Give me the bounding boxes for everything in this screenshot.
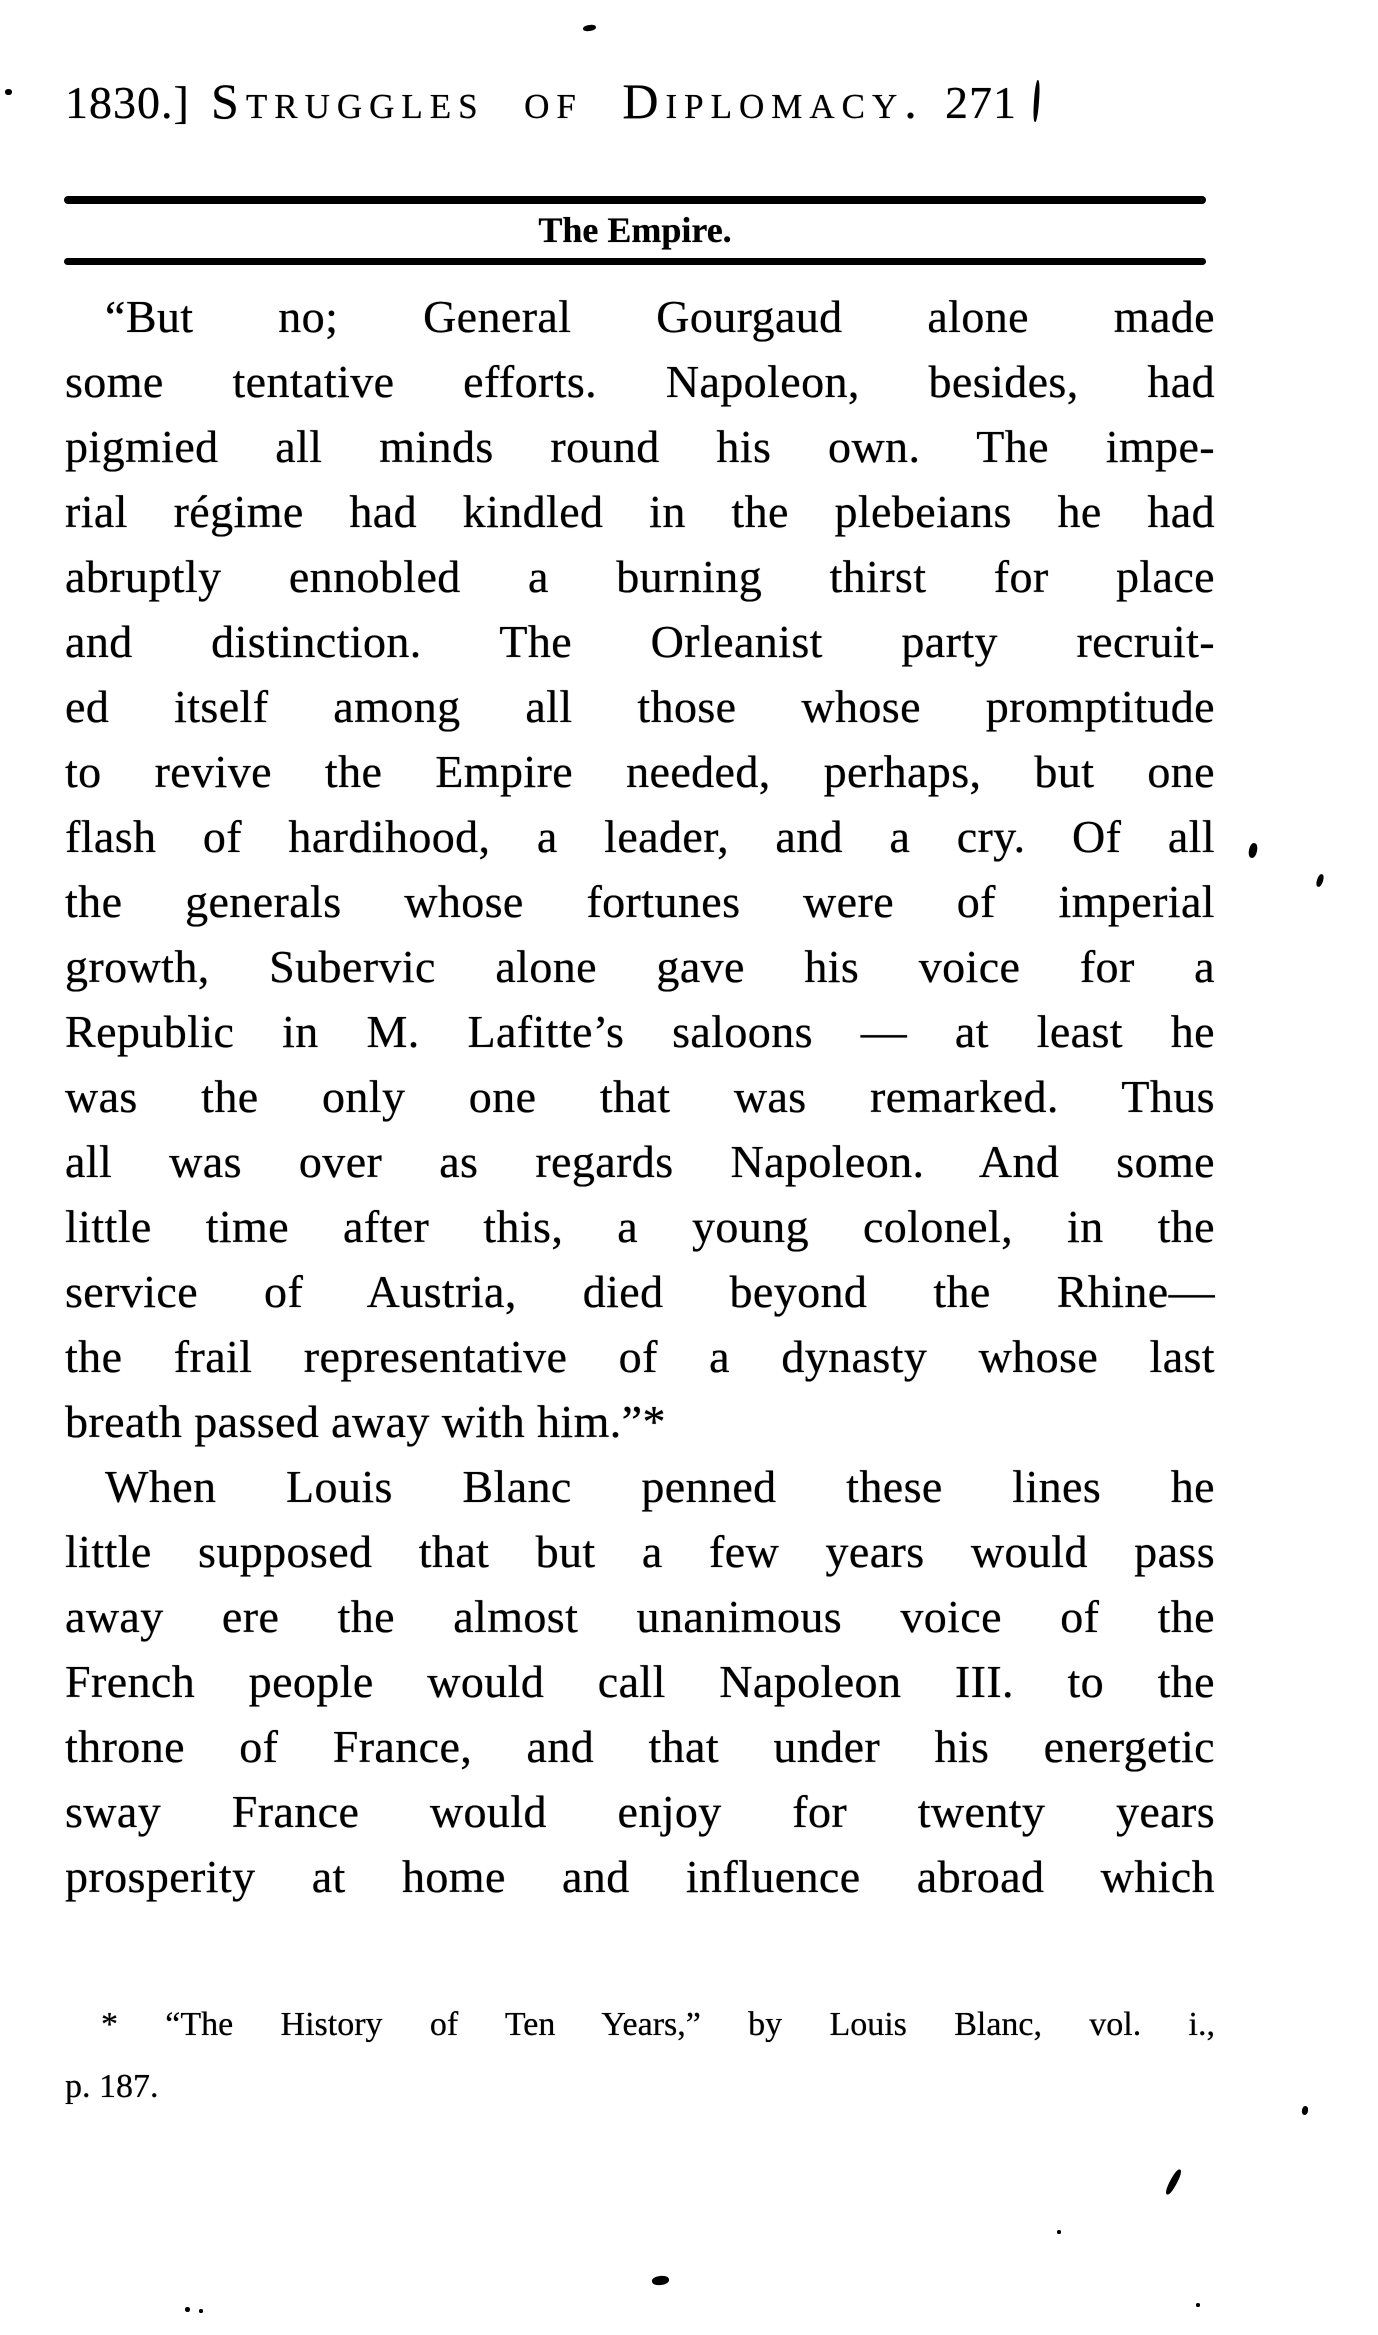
text-line: little supposed that but a few years would pass — [65, 1526, 1215, 1577]
text-line: breath passed away with him.”* — [65, 1396, 666, 1447]
scan-speck — [1315, 873, 1325, 887]
body-text — [65, 284, 1215, 1909]
footnote — [65, 1994, 1215, 2118]
header-year: 1830.] — [65, 77, 190, 128]
scan-speck — [652, 2275, 670, 2286]
text-line: rial régime had kindled in the plebeians he had — [65, 486, 1215, 537]
text-line: to revive the Empire needed, perhaps, but one — [65, 746, 1215, 797]
divider-rule-bottom — [64, 258, 1206, 265]
scan-speck — [1248, 842, 1259, 858]
text-line: pigmied all minds round his own. The impe- — [65, 421, 1215, 472]
text-line: abruptly ennobled a burning thirst for place — [65, 551, 1215, 602]
scan-speck — [185, 2307, 190, 2312]
text-line: growth, Subervic alone gave his voice for a — [65, 941, 1215, 992]
text-line: and distinction. The Orleanist party recruit- — [65, 616, 1215, 667]
scan-speck — [199, 2309, 203, 2313]
scan-speck — [1033, 80, 1041, 122]
text-line: throne of France, and that under his energetic — [65, 1721, 1215, 1772]
text-line: ed itself among all those whose promptitude — [65, 681, 1215, 732]
text-line: service of Austria, died beyond the Rhine— — [65, 1266, 1215, 1317]
text-line: prosperity at home and influence abroad which — [65, 1851, 1215, 1902]
scan-speck — [1196, 2303, 1200, 2307]
text-line: some tentative efforts. Napoleon, besides, had — [65, 356, 1215, 407]
header-title: Struggles of Diplomacy. — [211, 73, 924, 129]
text-line: the frail representative of a dynasty whose last — [65, 1331, 1215, 1382]
text-line: little time after this, a young colonel, in the — [65, 1201, 1215, 1252]
scan-speck — [583, 24, 597, 32]
text-line: was the only one that was remarked. Thus — [65, 1071, 1215, 1122]
scan-speck — [1164, 2168, 1183, 2196]
text-line: the generals whose fortunes were of imperial — [65, 876, 1215, 927]
text-line: all was over as regards Napoleon. And some — [65, 1136, 1215, 1187]
running-header — [65, 72, 1017, 130]
text-line: sway France would enjoy for twenty years — [65, 1786, 1215, 1837]
section-title: The Empire. — [538, 210, 732, 250]
text-line: flash of hardihood, a leader, and a cry. Of all — [65, 811, 1215, 862]
scan-speck — [1057, 2230, 1061, 2234]
divider-rule-top — [64, 196, 1206, 204]
text-line: When Louis Blanc penned these lines he — [105, 1461, 1215, 1512]
page-number: 271 — [945, 77, 1017, 128]
text-line: French people would call Napoleon III. to the — [65, 1656, 1215, 1707]
footnote-line: * “The History of Ten Years,” by Louis Blanc, vol. i., — [101, 2006, 1215, 2043]
text-line: Republic in M. Lafitte’s saloons — at least he — [65, 1006, 1215, 1057]
scan-speck — [5, 89, 12, 95]
text-line: “But no; General Gourgaud alone made — [105, 291, 1215, 342]
text-line: away ere the almost unanimous voice of the — [65, 1591, 1215, 1642]
footnote-line: p. 187. — [65, 2068, 159, 2105]
scan-speck — [1301, 2106, 1308, 2116]
